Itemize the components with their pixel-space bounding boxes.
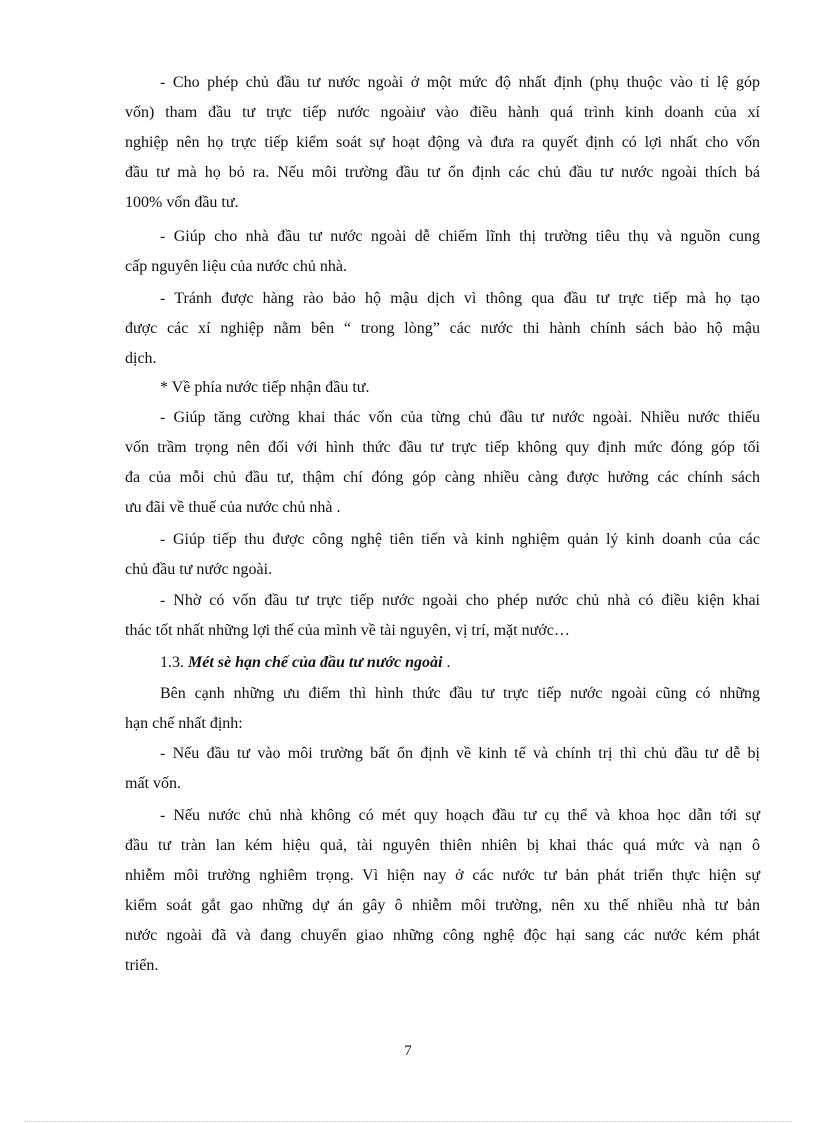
- text-line: - Nếu đầu tư vào môi trường bất ổn định về kinh tế và chính trị thì chủ đầu tư dễ bị: [160, 745, 760, 762]
- text-line: đa của mỗi chủ đầu tư, thậm chí đóng góp càng nhiều càng được hưởng các chính sách: [125, 469, 760, 486]
- text-line: ưu đãi về thuế của nước chủ nhà .: [125, 499, 341, 516]
- text-line: vốn) tham đầu tư trực tiếp nước ngoàiư vào điều hành quá trình kinh doanh của xí: [125, 104, 760, 121]
- text-line: vốn trầm trọng nên đối với hình thức đầu tư trực tiếp không quy định mức đóng góp tối: [125, 439, 760, 456]
- text-line: đầu tư tràn lan kém hiệu quả, tài nguyên thiên nhiên bị khai thác quá mức và nạn ô: [125, 837, 760, 854]
- page-bottom-rule: [24, 1121, 792, 1122]
- text-line: - Nếu nước chủ nhà không có mét quy hoạch đầu tư cụ thể và khoa học dẫn tới sự: [160, 807, 760, 824]
- text-line: nước ngoài đã và đang chuyển giao những công nghệ độc hại sang các nước kém phát: [125, 927, 760, 944]
- text-line: - Giúp tiếp thu được công nghệ tiên tiến và kinh nghiệm quản lý kinh doanh của các: [160, 531, 760, 548]
- text-line: thác tốt nhất những lợi thế của mình về tài nguyên, vị trí, mặt nước…: [125, 622, 570, 639]
- text-line: dịch.: [125, 350, 157, 367]
- text-line: chủ đầu tư nước ngoài.: [125, 561, 273, 578]
- text-line: - Cho phép chủ đầu tư nước ngoài ở một mức độ nhất định (phụ thuộc vào tỉ lệ góp: [160, 74, 760, 91]
- heading-number: 1.3.: [160, 654, 188, 671]
- text-line: - Tránh được hàng rào bảo hộ mậu dịch vì thông qua đầu tư trực tiếp mà họ tạo: [160, 290, 760, 307]
- text-line: Bên cạnh những ưu điểm thì hình thức đầu tư trực tiếp nước ngoài cũng có những: [160, 685, 760, 702]
- heading-title: Mét sè hạn chế của đầu tư nước ngoài: [188, 654, 443, 671]
- heading-suffix: .: [442, 654, 451, 671]
- text-line: * Về phía nước tiếp nhận đầu tư.: [160, 379, 370, 396]
- text-line: mất vốn.: [125, 775, 181, 792]
- section-heading: [160, 653, 760, 673]
- page-number: 7: [404, 1043, 412, 1059]
- text-line: - Nhờ có vốn đầu tư trực tiếp nước ngoài cho phép nước chủ nhà có điều kiện khai: [160, 592, 760, 609]
- text-line: - Giúp tăng cường khai thác vốn của từng chủ đầu tư nước ngoài. Nhiều nước thiếu: [160, 409, 760, 426]
- text-line: đầu tư mà họ bỏ ra. Nếu môi trường đầu tư ổn định các chủ đầu tư nước ngoài thích bá: [125, 164, 760, 181]
- text-line: được các xí nghiệp nằm bên “ trong lòng” các nước thi hành chính sách bảo hộ mậu: [125, 320, 760, 337]
- text-line: cấp nguyên liệu của nước chủ nhà.: [125, 258, 347, 275]
- text-line: 100% vốn đầu tư.: [125, 194, 239, 211]
- text-line: nghiệp nên họ trực tiếp kiểm soát sự hoạt động và đưa ra quyết định có lợi nhất cho vốn: [125, 134, 760, 151]
- text-line: nhiễm môi trường nghiêm trọng. Vì hiện nay ở các nước tư bản phát triển thực hiện sự: [125, 867, 760, 884]
- text-line: - Giúp cho nhà đầu tư nước ngoài dễ chiếm lĩnh thị trường tiêu thụ và nguồn cung: [160, 228, 760, 245]
- text-line: hạn chế nhất định:: [125, 715, 243, 732]
- text-line: triển.: [125, 957, 159, 974]
- text-line: kiểm soát gắt gao những dự án gây ô nhiễm môi trường, nên xu thế nhiều nhà tư bản: [125, 897, 760, 914]
